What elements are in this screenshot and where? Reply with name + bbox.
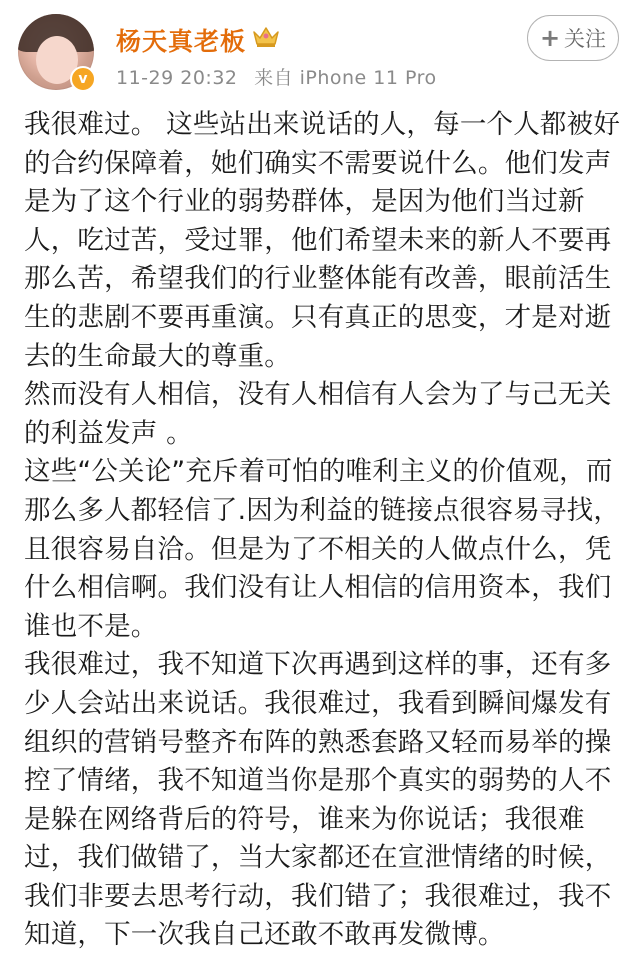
crown-icon	[252, 24, 280, 48]
post-meta	[116, 63, 447, 90]
post-paragraph: 然而没有人相信，没有人相信有人会为了与己无关的利益发声 。	[24, 379, 612, 449]
follow-button[interactable]	[527, 15, 619, 61]
post-paragraph: 这些“公关论”充斥着可怕的唯利主义的价值观，而那么多人都轻信了.因为利益的链接点很容易寻找，且很容易自洽。但是为了不相关的人做点什么，凭什么相信啊。我们没有让人相信的信用资本，我们谁也不是。	[24, 456, 621, 642]
author-name[interactable]: 杨天真老板	[116, 27, 247, 56]
verified-badge-icon: v	[70, 66, 96, 92]
follow-button-label: 关注	[564, 27, 607, 51]
post-timestamp: 11-29 20:32	[116, 67, 238, 89]
plus-icon: +	[539, 24, 561, 52]
post-source: 来自 iPhone 11 Pro	[254, 67, 437, 89]
post-header	[0, 0, 640, 100]
post-paragraph: 我很难过。 这些站出来说话的人，每一个人都被好的合约保障着，她们确实不需要说什么。他们发声是为了这个行业的弱势群体，是因为他们当过新人，吃过苦，受过罪，他们希望未来的新人不要再那么苦，希望我们的行业整体能有改善，眼前活生生的悲剧不要再重演。只有真正的思变，才是对逝去的生命最大的尊重。	[24, 109, 621, 372]
post-paragraph: 我很难过，我不知道下次再遇到这样的事，还有多少人会站出来说话。我很难过，我看到瞬间爆发有组织的营销号整齐布阵的熟悉套路又轻而易举的操控了情绪，我不知道当你是那个真实的弱势的人不是躲在网络背后的符号，谁来为你说话；我很难过，我们做错了，当大家都还在宣泄情绪的时候，我们非要去思考行动，我们错了；我很难过，我不知道，下一次我自己还敢不敢再发微博。	[24, 649, 612, 951]
post-body	[24, 106, 624, 955]
